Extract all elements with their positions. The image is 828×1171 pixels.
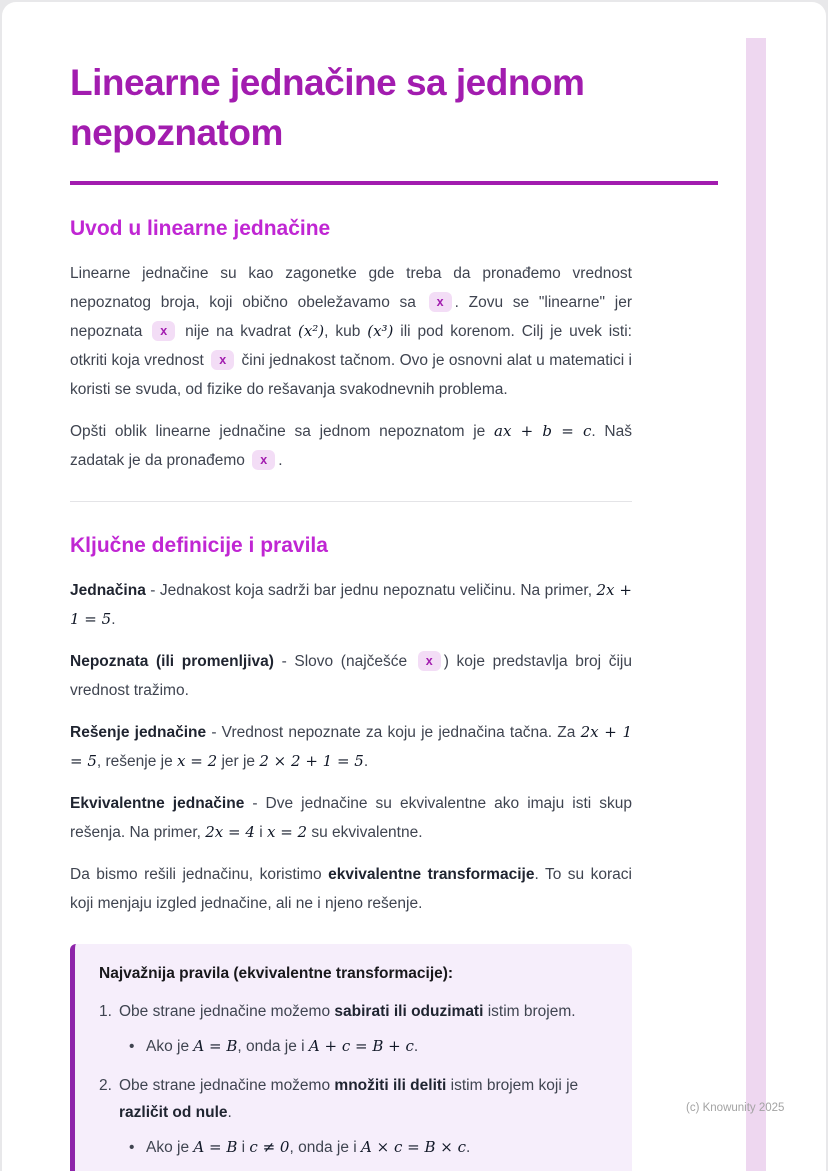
text-run: nije na kvadrat bbox=[178, 322, 298, 340]
x-variable-badge: x bbox=[429, 292, 452, 313]
math-run: A + c = B + c bbox=[308, 1036, 414, 1055]
math-run: x = 2 bbox=[266, 822, 308, 841]
rule-item-2 bbox=[99, 1072, 606, 1126]
text-run: Obe strane jednačine možemo bbox=[119, 1076, 335, 1094]
bold-run: različit od nule bbox=[119, 1103, 228, 1121]
rule-item-2-example bbox=[129, 1134, 606, 1161]
text-run: . bbox=[227, 1103, 232, 1121]
rule-item-2-example-text bbox=[146, 1139, 470, 1156]
rule-item-2-text bbox=[119, 1077, 578, 1121]
definition-jednacina bbox=[70, 576, 632, 634]
text-run: . Naš zadatak je da pronađemo bbox=[70, 422, 632, 469]
text-run: istim brojem. bbox=[483, 1002, 576, 1020]
text-run: su ekvivalentne. bbox=[307, 823, 423, 841]
page-title: Linearne jednačine sa jednom nepoznatom bbox=[70, 62, 585, 154]
x-variable-badge: x bbox=[152, 321, 175, 342]
document-page bbox=[2, 2, 826, 1171]
text-run: Opšti oblik linearne jednačine sa jednom nepoznatom je bbox=[70, 422, 495, 440]
text-run: istim brojem koji je bbox=[446, 1076, 579, 1094]
list-number-1: 1. bbox=[99, 1002, 112, 1020]
text-run: i bbox=[254, 823, 267, 841]
rule-item-1-example-text bbox=[146, 1038, 418, 1055]
math-run: 2 × 2 + 1 = 5 bbox=[259, 751, 364, 770]
text-run: - Vrednost nepoznate za koju je jednačina tačna. Za bbox=[206, 723, 581, 741]
x-variable-badge: x bbox=[252, 450, 275, 471]
math-run: (x²) bbox=[297, 321, 325, 340]
callout-title: Najvažnija pravila (ekvivalentne transformacije): bbox=[99, 964, 454, 982]
math-run: A = B bbox=[193, 1137, 238, 1156]
text-run: , kub bbox=[324, 322, 368, 340]
text-run: - Dve jednačine su ekvivalentne ako imaju isti skup rešenja. Na primer, bbox=[70, 794, 633, 841]
text-run: Ako je bbox=[146, 1138, 194, 1156]
text-run: ) koje predstavlja broj čiju vrednost tražimo. bbox=[70, 652, 633, 699]
math-run: A = B bbox=[193, 1036, 238, 1055]
section-heading-intro: Uvod u linearne jednačine bbox=[70, 216, 331, 240]
bold-run: Nepoznata (ili promenljiva) bbox=[70, 652, 274, 670]
text-run: - Slovo (najčešće bbox=[273, 652, 415, 670]
math-run: A × c = B × c bbox=[361, 1137, 466, 1156]
x-variable-badge: x bbox=[418, 651, 441, 672]
bold-run: ekvivalentne transformacije bbox=[328, 865, 535, 883]
bold-run: množiti ili deliti bbox=[334, 1076, 447, 1094]
math-run: c ≠ 0 bbox=[249, 1137, 290, 1156]
copyright-note: (c) Knowunity 2025 bbox=[686, 1102, 785, 1114]
text-run: . bbox=[111, 610, 116, 628]
bold-run: Ekvivalentne jednačine bbox=[70, 794, 245, 812]
text-run: . To su koraci koji menjaju izgled jednačine, ali ne i njeno rešenje. bbox=[70, 865, 632, 912]
intro-paragraph-1 bbox=[70, 259, 632, 404]
text-run: jer je bbox=[217, 752, 260, 770]
rule-item-1 bbox=[99, 998, 606, 1025]
text-run: . bbox=[466, 1138, 471, 1156]
text-run: . Zovu se "linearne" jer nepoznata bbox=[70, 293, 632, 340]
text-run: Da bismo rešili jednačinu, koristimo bbox=[70, 865, 329, 883]
bold-run: Rešenje jednačine bbox=[70, 723, 207, 741]
section-heading-definitions: Ključne definicije i pravila bbox=[70, 533, 328, 557]
text-run: , onda je i bbox=[289, 1138, 362, 1156]
text-run: . bbox=[363, 752, 369, 770]
math-run: 2x + 1 = 5 bbox=[70, 580, 632, 628]
math-run: ax + b = c bbox=[494, 421, 592, 440]
bold-run: Jednačina bbox=[70, 581, 146, 599]
definition-resenje-jednacine bbox=[70, 718, 632, 776]
title-rule bbox=[70, 181, 718, 185]
bullet-marker-1: • bbox=[129, 1037, 135, 1055]
math-run: x = 2 bbox=[177, 751, 218, 770]
section-divider bbox=[70, 501, 632, 502]
rule-item-1-example bbox=[129, 1033, 606, 1060]
text-run: čini jednakost tačnom. Ovo je osnovni alat u matematici i koristi se svuda, od fizike do rešavanja svakodnevnih problema. bbox=[70, 351, 632, 398]
math-run: 2x + 1 = 5 bbox=[70, 722, 632, 770]
rules-callout bbox=[70, 944, 632, 1171]
section-definitions bbox=[70, 534, 632, 1171]
text-run: , onda je i bbox=[237, 1037, 309, 1055]
text-run: , rešenje je bbox=[96, 752, 178, 770]
text-run: i bbox=[237, 1138, 250, 1156]
text-run: Obe strane jednačine možemo bbox=[119, 1002, 335, 1020]
x-variable-badge: x bbox=[211, 350, 234, 371]
transformations-paragraph bbox=[70, 860, 632, 918]
intro-paragraph-2 bbox=[70, 417, 632, 475]
list-number-2: 2. bbox=[99, 1076, 112, 1094]
definition-nepoznata bbox=[70, 647, 632, 705]
section-intro bbox=[70, 217, 632, 475]
text-run: . bbox=[413, 1037, 419, 1055]
bullet-marker-2: • bbox=[129, 1138, 135, 1156]
text-run: Ako je bbox=[146, 1037, 194, 1055]
text-run: ili pod korenom. Cilj je uvek isti: otkriti koja vrednost bbox=[70, 322, 632, 369]
text-run: . bbox=[278, 451, 283, 469]
math-run: (x³) bbox=[367, 321, 394, 340]
side-strip bbox=[746, 38, 766, 1171]
bold-run: sabirati ili oduzimati bbox=[334, 1002, 484, 1020]
text-run: Linearne jednačine su kao zagonetke gde treba da pronađemo vrednost nepoznatog broja, koji obično obeležavamo sa bbox=[70, 264, 632, 311]
text-run: - Jednakost koja sadrži bar jednu nepoznatu veličinu. Na primer, bbox=[145, 581, 597, 599]
definition-ekvivalentne-jednacine bbox=[70, 789, 632, 847]
rule-item-1-text bbox=[119, 1003, 576, 1020]
math-run: 2x = 4 bbox=[205, 822, 255, 841]
document-content bbox=[70, 58, 632, 1171]
